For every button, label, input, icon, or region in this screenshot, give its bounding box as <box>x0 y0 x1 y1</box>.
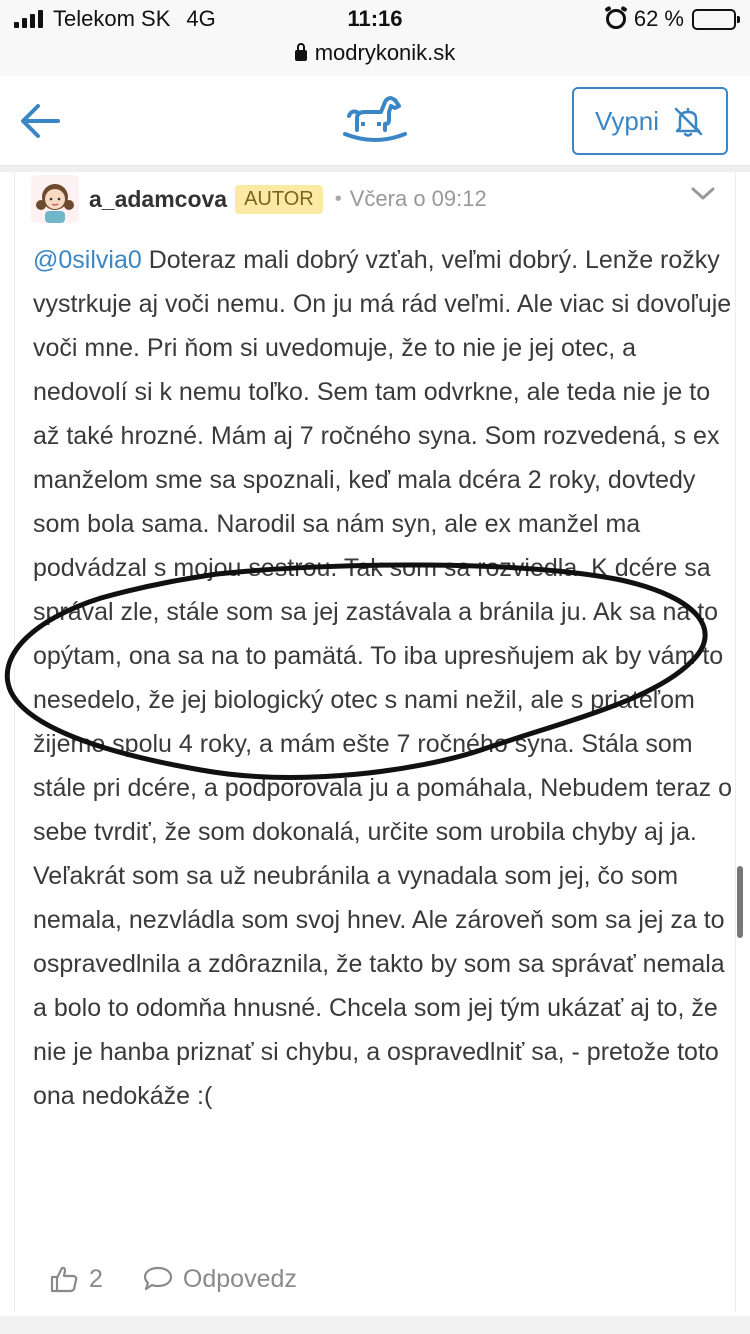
post-menu-toggle[interactable] <box>691 182 715 206</box>
back-button[interactable] <box>16 96 66 146</box>
arrow-left-icon <box>16 96 66 146</box>
status-bar <box>0 0 750 40</box>
alarm-icon <box>606 9 626 29</box>
separator-dot: • <box>334 187 342 210</box>
post-footer <box>49 1264 297 1294</box>
url-text: modrykonik.sk <box>314 40 456 65</box>
like-count: 2 <box>89 1264 103 1293</box>
post-author[interactable]: a_adamcova <box>89 185 228 212</box>
mute-button-label: Vypni <box>594 105 660 136</box>
app-header <box>0 76 750 166</box>
bell-slash-icon <box>671 104 705 138</box>
network-type: 4G <box>186 6 216 31</box>
avatar[interactable] <box>31 175 79 223</box>
post-timestamp: Včera o 09:12 <box>349 186 487 211</box>
reply-button[interactable] <box>143 1265 297 1294</box>
bottom-separator <box>0 1316 750 1334</box>
rocking-horse-icon <box>343 90 407 150</box>
forum-post <box>14 172 736 1312</box>
logo[interactable] <box>343 90 407 150</box>
battery-icon <box>692 9 736 30</box>
scrollbar[interactable] <box>737 866 743 938</box>
like-button[interactable] <box>49 1264 103 1294</box>
post-header <box>31 174 487 224</box>
url-bar[interactable] <box>0 40 750 76</box>
girl-avatar-icon <box>31 175 79 223</box>
reply-label: Odpovedz <box>182 1264 297 1293</box>
thumbs-up-icon <box>49 1264 79 1294</box>
author-badge: AUTOR <box>235 185 323 214</box>
mute-notifications-button[interactable] <box>572 87 728 155</box>
lock-icon <box>295 50 307 61</box>
battery-percent: 62 % <box>633 6 684 31</box>
chevron-down-icon <box>691 182 715 206</box>
post-text: Doteraz mali dobrý vzťah, veľmi dobrý. Lenže rožky vystrkuje aj voči nemu. On ju má rád veľmi. Ale viac si dovoľuje voči mne. Pri ňom si uvedomuje, že to nie je jej otec, a nedovolí si k nemu toľko. Sem tam odvrkne, ale teda nie je to až také hrozné. Mám aj 7 ročného syna. Som rozvedená, s ex manželom sme sa spoznali, keď mala dcéra 2 roky, dovtedy som bola sama. Narodil sa nám syn, ale ex manžel ma podvádzal s mojou sestrou. Tak som sa rozviedla. K dcére sa správal zle, stále som sa jej zastávala a bránila ju. Ak sa na to opýtam, ona sa na to pamätá. To iba upresňujem ak by vám to nesedelo, že jej biologický otec s nami nežil, ale s priateľom žijeme spolu 4 roky, a mám ešte 7 ročného syna. Stála som stále pri dcére, a podporovala ju a pomáhala, Nebudem teraz o sebe tvrdiť, že som dokonalá, určite som urobila chyby aj ja. Veľakrát som sa už neubránila a vynadala som jej, čo som nemala, nezvládla som svoj hnev. Ale zároveň som sa jej za to ospravedlnila a zdôraznila, že takto by som sa správať nemala a bolo to odomňa hnusné. Chcela som jej tým ukázať aj to, že nie je hanba priznať si chybu, a ospravedlniť sa, - pretože toto ona nedokáže :( <box>33 246 733 1110</box>
carrier-name: Telekom SK <box>53 6 171 31</box>
post-body <box>33 238 733 1118</box>
status-right <box>606 6 736 32</box>
speech-bubble-icon <box>143 1265 173 1293</box>
status-time: 11:16 <box>347 6 403 31</box>
user-mention[interactable]: @0silvia0 <box>33 246 142 274</box>
